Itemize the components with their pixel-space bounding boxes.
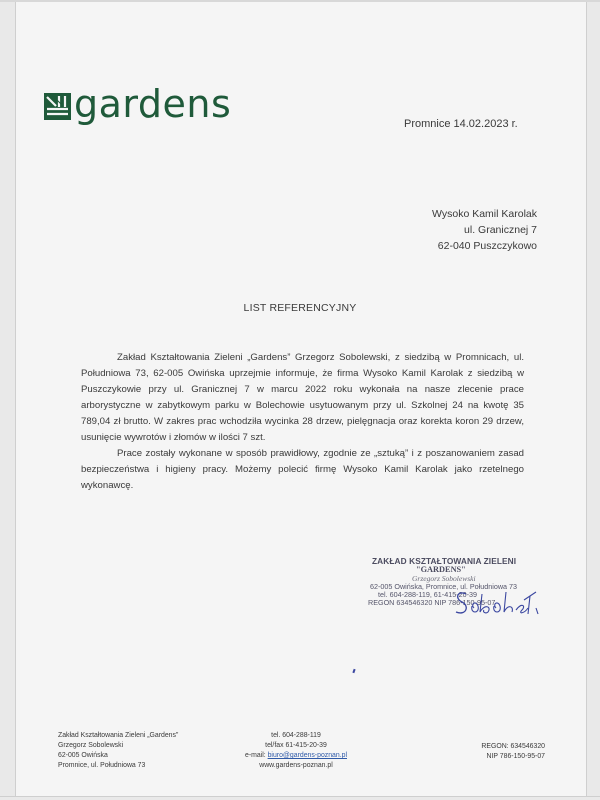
footer-fax: tel/fax 61-415-20-39 (265, 742, 327, 749)
body-paragraph-2 (81, 446, 524, 494)
stamp-line-3: Grzegorz Sobolewski (412, 574, 476, 583)
recipient-street: ul. Granicznej 7 (464, 224, 537, 236)
company-logo (44, 82, 232, 126)
brand-wordmark: gardens (74, 82, 232, 126)
recipient-city: 62-040 Puszczykowo (437, 240, 537, 252)
footer-contact-info (232, 731, 360, 771)
footer-postal: 62-005 Owińska (58, 752, 108, 759)
leaf-logo-icon (44, 93, 71, 120)
paragraph-2-text: Prace zostały wykonane w sposób prawidłowy, zgodnie ze „sztuką” i z poszanowaniem zasad bezpieczeństwa i higieny pracy. Możemy polecić firmę Wysoko Kamil Karolak jako rzetelnego wykonawcę. (81, 448, 524, 491)
body-paragraph-1 (81, 350, 524, 446)
footer-company-info (58, 731, 178, 771)
recipient-address (432, 206, 537, 254)
company-stamp (366, 556, 546, 626)
paragraph-1-text: Zakład Kształtowania Zieleni „Gardens” Grzegorz Sobolewski, z siedzibą w Promnicach, ul. Południowa 73, 62-005 Owińska uprzejmie informuje, że firma Wysoko Kamil Karolak z siedzibą w Puszczykowie przy ul. Granicznej 7 w marcu 2022 roku wykonała na nasze zlecenie prace arborystyczne w zabytkowym parku w Bolechowie usytuowanym przy ul. Szkolnej 24 na kwotę 35 789,04 zł brutto. W zakres prac wchodziła wycinka 28 drzew, pielęgnacja oraz korekta koron 29 drzew, usunięcie wywrotów i złomów w ilości 7 szt. (81, 352, 524, 443)
stamp-line-4: 62-005 Owińska, Promnice, ul. Południowa 73 (370, 582, 518, 591)
footer-street: Promnice, ul. Południowa 73 (58, 762, 146, 769)
footer-regon: REGON: 634546320 (481, 743, 545, 750)
stamp-line-6: REGON 634546320 NIP 786-150-95-07 (368, 598, 496, 607)
footer-phone: tel. 604-288-119 (271, 732, 321, 739)
stamp-line-2: "GARDENS" (416, 565, 466, 574)
footer-email-line (232, 751, 360, 761)
stamp-line-5: tel. 604-288-119, 61-415-20-39 (378, 590, 477, 599)
footer-owner: Grzegorz Sobolewski (58, 742, 124, 749)
footer-company-name: Zakład Kształtowania Zieleni „Gardens” (58, 732, 179, 739)
handwritten-signature-icon (452, 584, 542, 620)
stamp-line-1: ZAKŁAD KSZTAŁTOWANIA ZIELENI (372, 556, 517, 566)
footer-registration-info (481, 742, 545, 762)
date-line: Promnice 14.02.2023 r. (404, 118, 518, 130)
recipient-name: Wysoko Kamil Karolak (432, 208, 537, 220)
footer-email-label: e-mail: (245, 752, 268, 759)
footer-nip: NIP 786-150-95-07 (486, 753, 545, 760)
scan-bottom-edge (0, 796, 600, 797)
document-title: LIST REFERENCYJNY (243, 302, 357, 314)
footer-website: www.gardens-poznan.pl (259, 762, 333, 769)
footer-email-link[interactable]: biuro@gardens-poznan.pl (267, 752, 347, 759)
